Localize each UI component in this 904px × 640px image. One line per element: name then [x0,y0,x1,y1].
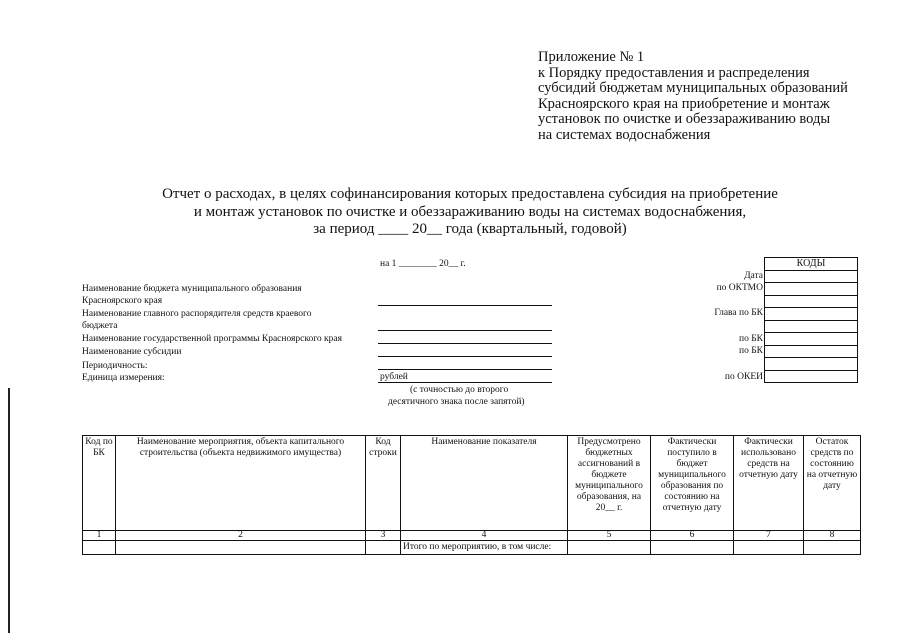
appendix-line-1: Приложение № 1 [538,49,645,65]
column-number: 7 [734,531,804,541]
codes-box [764,257,858,383]
budget-name-field[interactable] [378,305,552,306]
appendix-block [538,50,848,144]
column-number: 4 [401,531,568,541]
column-number: 3 [366,531,401,541]
header-planned: Предусмотрено бюджетных ассигнований в бюджете муниципального образования, на 20__ г. [568,436,651,531]
table-cell[interactable] [116,541,366,555]
appendix-line-6: на системах водоснабжения [538,126,711,143]
table-cell[interactable] [83,541,116,555]
table-cell[interactable] [366,541,401,555]
codes-by-bk-2-cell[interactable] [765,345,858,358]
header-used: Фактически использовано средств на отчетную дату [734,436,804,531]
unit-value: рублей [380,372,408,382]
expense-table [82,435,861,555]
appendix-line-5: установок по очистке и обеззараживанию воды [538,111,831,128]
table-header-row [83,436,861,531]
title-line-2: и монтаж установок по очистке и обеззараживанию воды на системах водоснабжения, [193,203,747,220]
date-line: на 1 ________ 20__ г. [380,259,466,269]
main-manager-cont-label: бюджета [82,321,118,331]
codes-head-bk-cell[interactable] [765,308,858,321]
table-cell[interactable] [734,541,804,555]
table-cell[interactable] [651,541,734,555]
table-row [83,541,861,555]
codes-blank-cell-2[interactable] [765,320,858,333]
budget-name-cont-label: Красноярского края [82,296,163,306]
header-balance: Остаток средств по состоянию на отчетную дату [804,436,861,531]
main-manager-label: Наименование главного распорядителя средств краевого [82,309,312,319]
column-number: 6 [651,531,734,541]
budget-name-label: Наименование бюджета муниципального образования [82,284,302,294]
appendix-line-3: субсидий бюджетам муниципальных образований [538,80,848,97]
codes-blank-cell-1[interactable] [765,295,858,308]
appendix-line-2: к Порядку предоставления и распределения [538,64,810,81]
codes-oktmo-label: по ОКТМО [716,283,763,293]
codes-head-bk-label: Глава по БК [714,308,763,318]
codes-blank-cell-3[interactable] [765,358,858,371]
header-row-code: Код строки [366,436,401,531]
left-margin-bar [8,388,10,633]
title-line-3: за период ____ 20__ года (квартальный, годовой) [313,221,627,237]
codes-date-cell[interactable] [765,270,858,283]
subsidy-label: Наименование субсидии [82,347,182,357]
periodicity-label: Периодичность: [82,361,148,371]
unit-note-1: (с точностью до второго [410,385,509,395]
program-label: Наименование государственной программы Красноярского края [82,334,342,344]
unit-note-2: десятичного знака после запятой) [388,397,525,407]
report-title [60,186,880,239]
main-manager-field[interactable] [378,330,552,331]
codes-header: КОДЫ [765,258,858,271]
subsidy-field[interactable] [378,356,552,357]
unit-label: Единица измерения: [82,373,165,383]
column-number: 5 [568,531,651,541]
header-code-bk: Код по БК [83,436,116,531]
program-field[interactable] [378,343,552,344]
table-cell[interactable] [568,541,651,555]
codes-date-label: Дата [744,271,763,281]
codes-okei-label: по ОКЕИ [724,372,763,382]
codes-by-bk-1-cell[interactable] [765,333,858,346]
periodicity-field[interactable] [378,369,552,370]
codes-by-bk-2-label: по БК [738,346,763,356]
table-number-row [83,531,861,541]
row-total-label: Итого по мероприятию, в том числе: [401,541,568,555]
header-received: Фактически поступило в бюджет муниципального образования по состоянию на отчетную дату [651,436,734,531]
codes-okei-cell[interactable] [765,370,858,383]
codes-by-bk-1-label: по БК [738,334,763,344]
column-number: 2 [116,531,366,541]
unit-field[interactable] [378,382,552,383]
title-line-1: Отчет о расходах, в целях софинансирования которых предоставлена субсидия на приобретение [162,186,778,202]
codes-oktmo-cell[interactable] [765,283,858,296]
header-indicator-name: Наименование показателя [401,436,568,531]
column-number: 1 [83,531,116,541]
header-event-name: Наименование мероприятия, объекта капитального строительства (объекта недвижимого имущества) [116,436,366,531]
appendix-line-4: Красноярского края на приобретение и монтаж [538,95,830,112]
column-number: 8 [804,531,861,541]
table-cell[interactable] [804,541,861,555]
